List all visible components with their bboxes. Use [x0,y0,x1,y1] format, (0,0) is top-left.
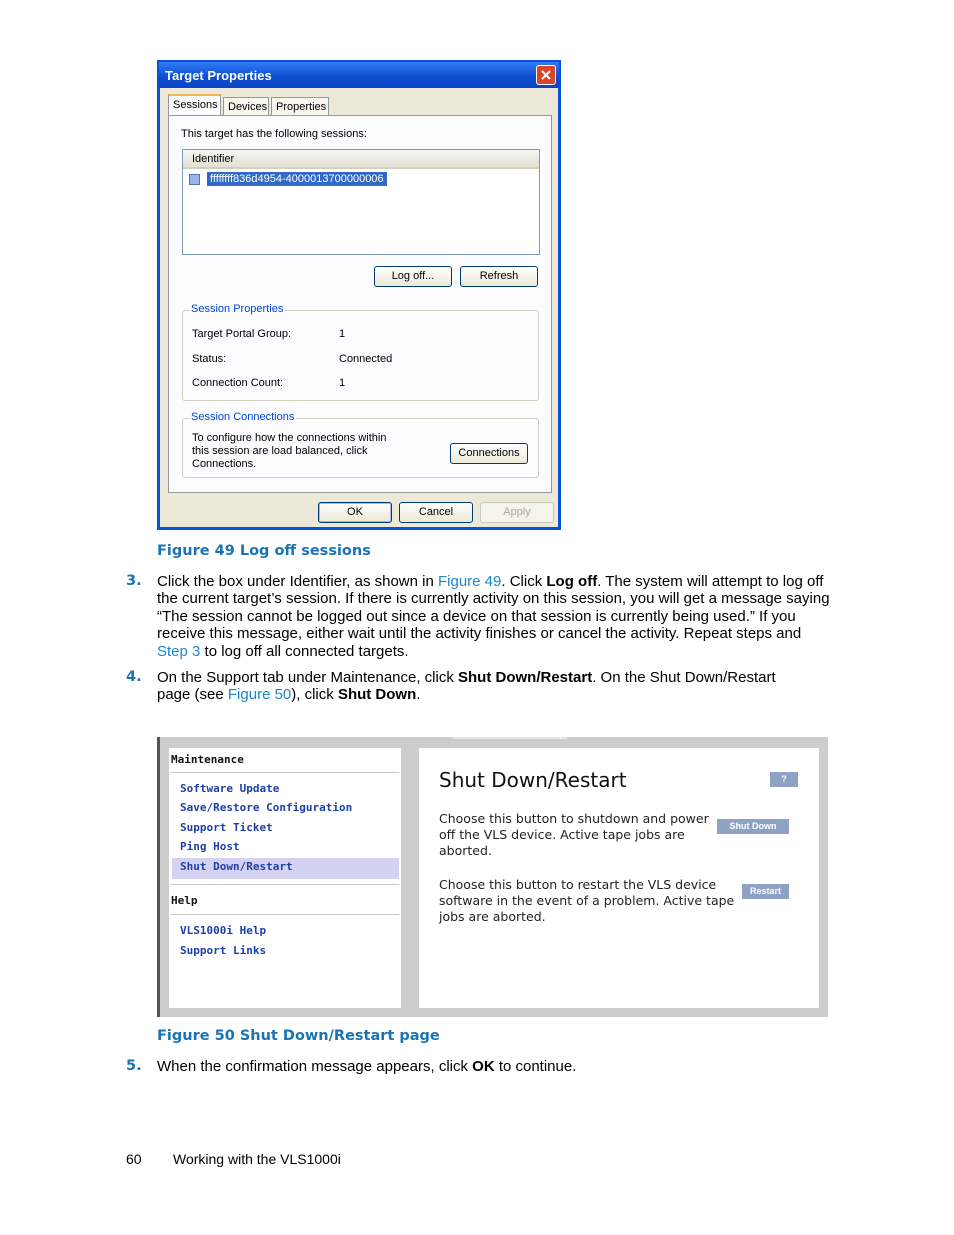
tab-panel-sessions [168,115,552,493]
step-5-number: 5. [126,1058,142,1074]
apply-button: Apply [480,502,554,523]
maintenance-heading: Maintenance [171,753,244,766]
text-span: . The system will attempt to log off [597,573,824,590]
help-button[interactable]: ? [770,772,798,787]
page-number: 60 [126,1151,142,1167]
shutdown-restart-content [419,748,819,1008]
tab-properties[interactable]: Properties [271,97,329,116]
text-span: . Click [501,573,547,590]
logoff-button[interactable]: Log off... [374,266,452,287]
identifier-column-label: Identifier [192,153,235,165]
step-3-line-2: the current target’s session. If there is currently activity on this session, you will get a message saying [157,590,830,608]
connection-count-label: Connection Count: [192,377,284,389]
target-portal-group-label: Target Portal Group: [192,328,292,340]
restart-button[interactable]: Restart [742,884,789,899]
dialog-title: Target Properties [165,68,272,83]
close-icon[interactable] [536,65,556,85]
nav-divider [171,772,399,773]
step-4-line-1 [157,669,830,686]
restart-description-line-2: software in the event of a problem. Active tape [439,893,735,908]
shutdown-restart-screenshot [157,737,828,1017]
nav-software-update[interactable]: Software Update [180,782,280,795]
step-3-number: 3. [126,573,142,589]
session-connections-title: Session Connections [191,411,295,423]
figure-50-caption: Figure 50 Shut Down/Restart page [157,1028,440,1044]
restart-description-line-3: jobs are aborted. [439,909,546,924]
shutdown-description-line-3: aborted. [439,843,492,858]
nav-vls1000i-help[interactable]: VLS1000i Help [180,924,267,937]
footer-title: Working with the VLS1000i [173,1151,341,1167]
shut-down-restart-emphasis: Shut Down/Restart [458,669,593,686]
sessions-intro: This target has the following sessions: [181,128,367,140]
log-off-emphasis: Log off [546,573,598,590]
figure-50-link[interactable]: Figure 50 [227,686,292,704]
nav-divider [171,884,399,885]
target-properties-dialog [157,60,561,530]
cancel-button[interactable]: Cancel [399,502,473,523]
text-span: to continue. [494,1058,577,1075]
step-4-text [157,669,830,704]
list-column-header[interactable] [183,150,539,169]
step-4-line-2 [157,686,830,703]
sessions-list[interactable] [182,149,540,255]
shut-down-emphasis: Shut Down [337,686,417,704]
text-span: On the Support tab under Maintenance, click [157,669,459,686]
session-connections-group [182,411,539,478]
step-4-number: 4. [126,669,142,685]
refresh-button[interactable]: Refresh [460,266,538,287]
status-value: Connected [339,353,393,365]
connections-help-line-2: this session are load balanced, click [192,445,368,457]
dialog-title-bar [159,62,559,88]
ok-button[interactable]: OK [318,502,392,523]
text-span: . On the Shut Down/Restart [592,669,776,686]
text-span: page (see [157,686,228,704]
step-3-line-3: “The session cannot be logged out since a device on that session is currently being used.” If you [157,607,796,625]
figure-49-link[interactable]: Figure 49 [438,573,502,590]
text-span: When the confirmation message appears, click [157,1058,473,1075]
frame-tab-highlight [453,737,567,739]
tab-sessions[interactable]: Sessions [168,94,221,116]
figure-49-caption: Figure 49 Log off sessions [157,543,371,559]
step-3-line-1 [157,573,830,590]
tab-devices[interactable]: Devices [223,97,269,116]
support-nav-panel [169,748,401,1008]
session-identifier[interactable]: ffffffff836d4954-4000013700000006 [207,172,387,186]
shutdown-description-line-2: off the VLS device. Active tape jobs are [439,827,685,842]
text-span: ), click [291,686,338,704]
nav-save-restore-configuration[interactable]: Save/Restore Configuration [180,801,353,814]
step-5-text [157,1058,830,1075]
connections-help-line-3: Connections. [192,458,257,470]
session-properties-group [182,303,539,401]
help-heading: Help [171,894,198,907]
status-label: Status: [192,353,227,365]
target-portal-group-value: 1 [339,328,346,340]
nav-support-links[interactable]: Support Links [180,944,267,957]
connections-button[interactable]: Connections [450,443,528,464]
nav-shut-down-restart[interactable]: Shut Down/Restart [180,860,293,873]
step-5-line-1 [157,1058,830,1075]
step-3-link[interactable]: Step 3 [157,642,201,660]
shut-down-button[interactable]: Shut Down [717,819,789,834]
step-3-line-5 [157,643,830,660]
connections-help-line-1: To configure how the connections within [192,432,387,444]
restart-description-line-1: Choose this button to restart the VLS device [439,877,717,892]
page-title: Shut Down/Restart [439,768,627,792]
nav-ping-host[interactable]: Ping Host [180,840,240,853]
frame-edge [157,737,160,1017]
nav-support-ticket[interactable]: Support Ticket [180,821,273,834]
text-span: to log off all connected targets. [200,642,409,660]
text-span: Click the box under Identifier, as shown in [157,573,438,590]
nav-divider [171,914,399,915]
step-3-text [157,573,830,660]
step-3-line-4: receive this message, either wait until the activity finishes or cancel the activity. Repeat steps and [157,625,802,643]
session-checkbox[interactable] [189,174,200,185]
session-properties-title: Session Properties [191,303,284,315]
dialog-body [160,88,558,527]
text-span: . [416,686,421,704]
connection-count-value: 1 [339,377,346,389]
ok-emphasis: OK [472,1058,495,1075]
shutdown-description-line-1: Choose this button to shutdown and power [439,811,709,826]
